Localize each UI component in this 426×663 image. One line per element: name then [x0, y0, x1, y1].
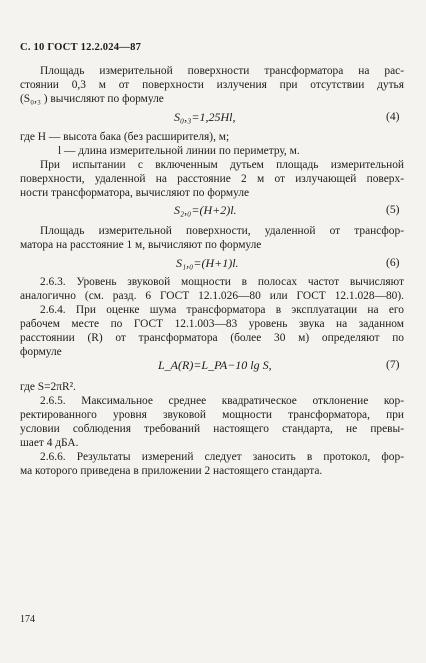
page-header: С. 10 ГОСТ 12.2.024—87: [20, 42, 142, 53]
page-number: 174: [20, 614, 35, 625]
text-line: поверхности, удаленной на расстояние 2 м от излучающей поверх-: [20, 173, 404, 185]
text-line: Площадь измерительной поверхности трансформатора на рас-: [40, 65, 404, 77]
text-line: где S=2πR².: [20, 381, 76, 393]
equation-number: (6): [386, 256, 400, 269]
text-line: стоянии 0,3 м от поверхности излучения при отсутствии дутья: [20, 79, 404, 91]
formula: S₂,₀=(H+2)l.: [174, 203, 237, 217]
equation-number: (5): [386, 203, 400, 216]
text-line: Площадь измерительной поверхности, удаленной от трансфор-: [40, 225, 404, 237]
text-line: аналогично (см. разд. 6 ГОСТ 12.1.026—80 или ГОСТ 12.1.028—80).: [20, 290, 404, 302]
text-line: 2.6.4. При оценке шума трансформатора в эксплуатации на его: [40, 304, 404, 316]
text-line: l — длина измерительной линии по периметру, м.: [58, 145, 300, 157]
text-line: 2.6.5. Максимальное среднее квадратическое отклонение кор-: [40, 395, 404, 407]
equation-number: (7): [386, 358, 400, 371]
text-line: ности трансформатора, вычисляют по формуле: [20, 187, 250, 199]
text-line: При испытании с включенным дутьем площадь измерительной: [40, 159, 404, 171]
text-line: где H — высота бака (без расширителя), м;: [20, 131, 230, 143]
text-line: шает 4 дБА.: [20, 437, 79, 449]
text-line: 2.6.3. Уровень звуковой мощности в полосах частот вычисляют: [40, 276, 404, 288]
text-line: рабочем месте по ГОСТ 12.1.003—83 уровень звука на заданном: [20, 318, 404, 330]
text-line: формуле: [20, 346, 62, 358]
text-line: 2.6.6. Результаты измерений следует заносить в протокол, фор-: [40, 451, 404, 463]
formula: L_A(R)=L_PA−10 lg S,: [158, 358, 272, 372]
text-line: (S₀,₃ ) вычисляют по формуле: [20, 93, 164, 105]
text-line: ректированного уровня звуковой мощности трансформатора, при: [20, 409, 404, 421]
equation-number: (4): [386, 110, 400, 123]
formula: S₁,₀=(H+1)l.: [176, 256, 239, 270]
text-line: условии соблюдения требований настоящего стандарта, не превы-: [20, 423, 404, 435]
text-line: расстоянии (R) от трансформатора (более 30 м) определяют по: [20, 332, 404, 344]
formula: S₀,₃=1,25Hl,: [174, 110, 236, 124]
text-line: ма которого приведена в приложении 2 настоящего стандарта.: [20, 465, 323, 477]
text-line: матора на расстояние 1 м, вычисляют по формуле: [20, 239, 262, 251]
